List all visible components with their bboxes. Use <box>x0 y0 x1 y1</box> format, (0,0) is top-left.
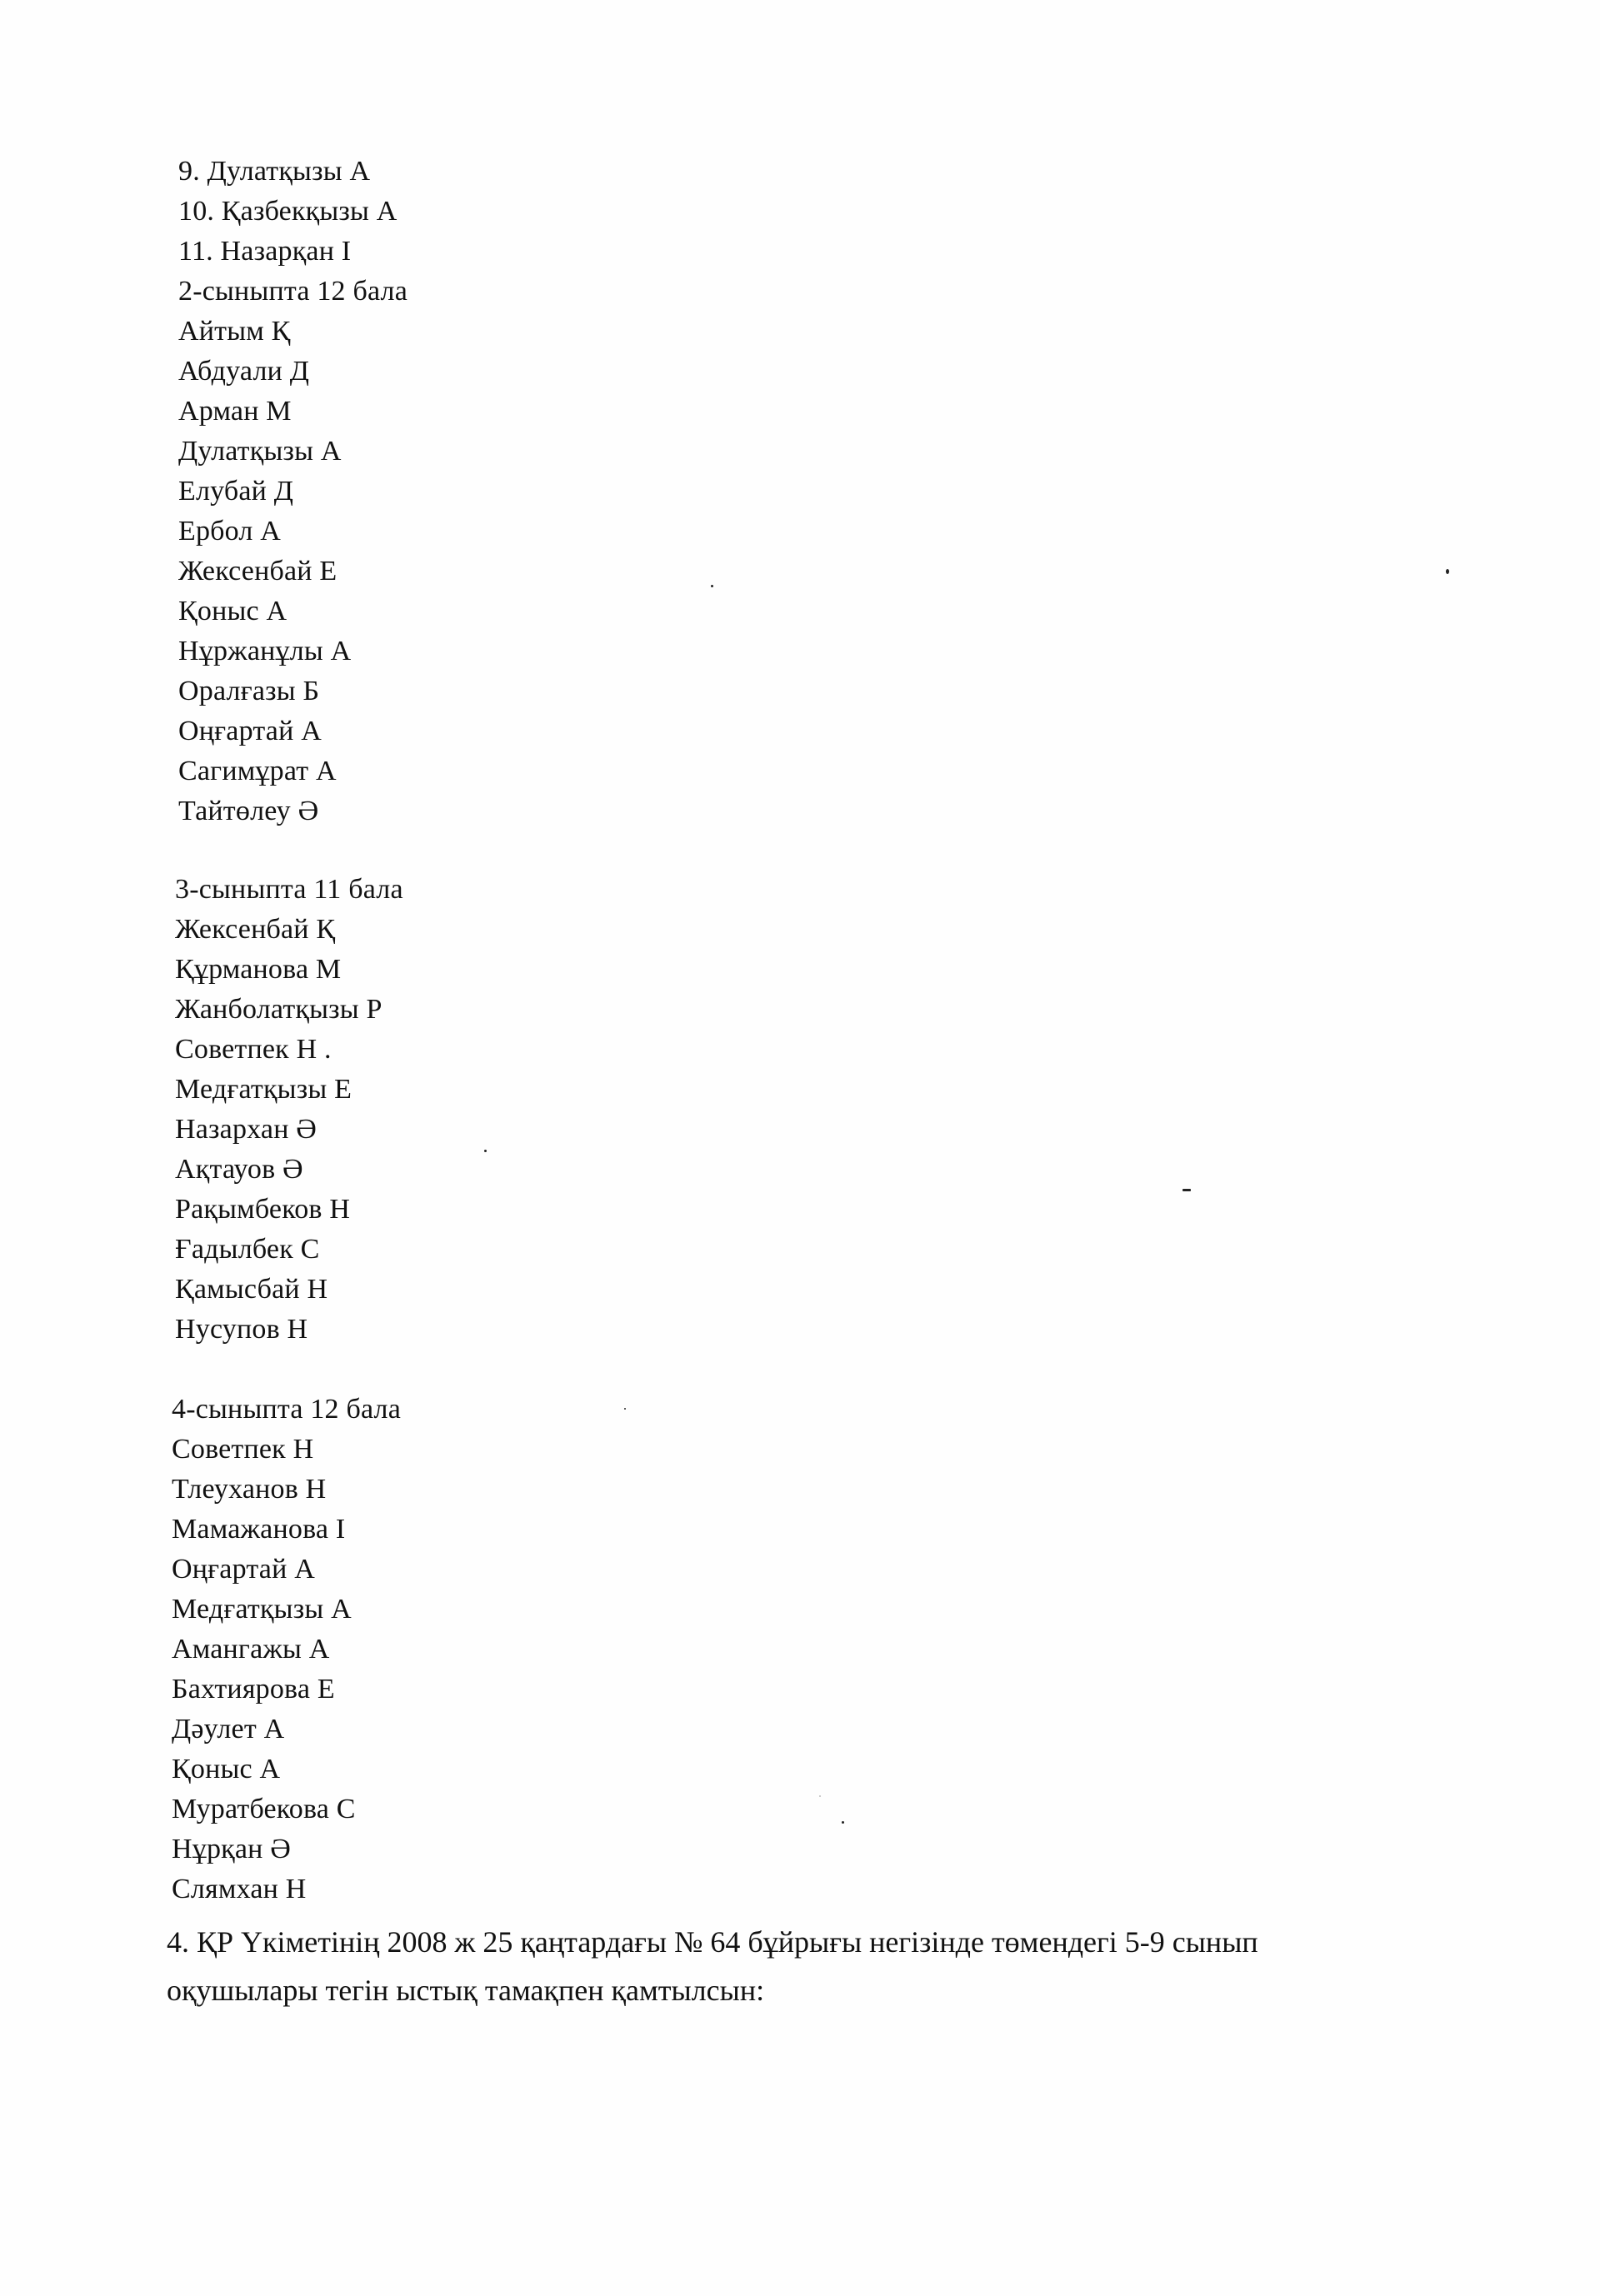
grade2-student: Оңғартай А <box>178 716 322 746</box>
grade2-student: Арман М <box>178 396 292 427</box>
grade3-student: Қамысбай Н <box>175 1274 328 1305</box>
grade4-student: Медғатқызы А <box>172 1594 352 1625</box>
grade3-student: Құрманова М <box>175 954 342 985</box>
grade2-student: Елубай Д <box>178 476 294 507</box>
scan-speck <box>842 1821 844 1824</box>
scan-speck <box>711 585 713 587</box>
grade4-student: Тлеуханов Н <box>172 1474 327 1505</box>
grade3-student: Жанболатқызы Р <box>175 994 382 1025</box>
grade3-student: Медғатқызы Е <box>175 1074 352 1105</box>
grade4-student: Мамажанова I <box>172 1514 346 1545</box>
grade2-heading: 2-сыныпта 12 бала <box>178 276 408 307</box>
scan-speck <box>819 1795 821 1797</box>
grade3-student: Рақымбеков Н <box>175 1194 351 1225</box>
scan-speck <box>1446 569 1449 574</box>
scan-speck <box>484 1150 487 1152</box>
grade2-student: Сагимұрат А <box>178 756 337 786</box>
grade3-student: Ғадылбек С <box>175 1234 320 1265</box>
grade2-student: Ербол А <box>178 516 282 547</box>
grade2-student: Дулатқызы А <box>178 436 342 467</box>
list-item-9: 9. Дулатқызы А <box>178 156 371 187</box>
grade3-student: Жексенбай Қ <box>175 914 336 945</box>
grade3-student: Советпек Н . <box>175 1034 332 1065</box>
grade3-heading: 3-сыныпта 11 бала <box>175 874 403 905</box>
grade4-student: Нұрқан Ә <box>172 1834 292 1864</box>
scan-speck <box>624 1408 626 1410</box>
grade4-student: Қоныс А <box>172 1754 281 1784</box>
grade4-student: Бахтиярова Е <box>172 1674 335 1705</box>
grade2-student: Оралғазы Б <box>178 676 320 706</box>
grade4-student: Оңғартай А <box>172 1554 315 1585</box>
grade4-student: Амангажы А <box>172 1634 330 1665</box>
grade4-heading: 4-сыныпта 12 бала <box>172 1394 402 1425</box>
scan-speck <box>1182 1189 1191 1191</box>
grade2-student: Айтым Қ <box>178 316 291 347</box>
grade4-student: Слямхан Н <box>172 1874 307 1904</box>
grade2-student: Қоныс А <box>178 596 288 626</box>
grade2-student: Жексенбай Е <box>178 556 338 586</box>
grade4-student: Дәулет А <box>172 1714 285 1744</box>
grade3-student: Нусупов Н <box>175 1314 308 1345</box>
paragraph-4 <box>167 1918 1417 2014</box>
list-item-11: 11. Назарқан I <box>178 236 352 267</box>
paragraph-4-line-2: оқушылары тегін ыстық тамақпен қамтылсын: <box>167 1974 765 2007</box>
grade2-student: Абдуали Д <box>178 356 310 387</box>
grade2-student: Тайтөлеу Ә <box>178 796 319 826</box>
paragraph-4-line-1: 4. ҚР Үкіметінің 2008 ж 25 қаңтардағы № 64 бұйрығы негізінде төмендегі 5-9 сынып <box>167 1925 1258 1959</box>
grade4-student: Муратбекова С <box>172 1794 356 1824</box>
grade3-student: Назархан Ә <box>175 1114 318 1145</box>
grade3-student: Ақтауов Ә <box>175 1154 303 1185</box>
grade4-student: Советпек Н <box>172 1434 314 1465</box>
grade2-student: Нұржанұлы А <box>178 636 352 666</box>
list-item-10: 10. Қазбекқызы А <box>178 196 398 227</box>
